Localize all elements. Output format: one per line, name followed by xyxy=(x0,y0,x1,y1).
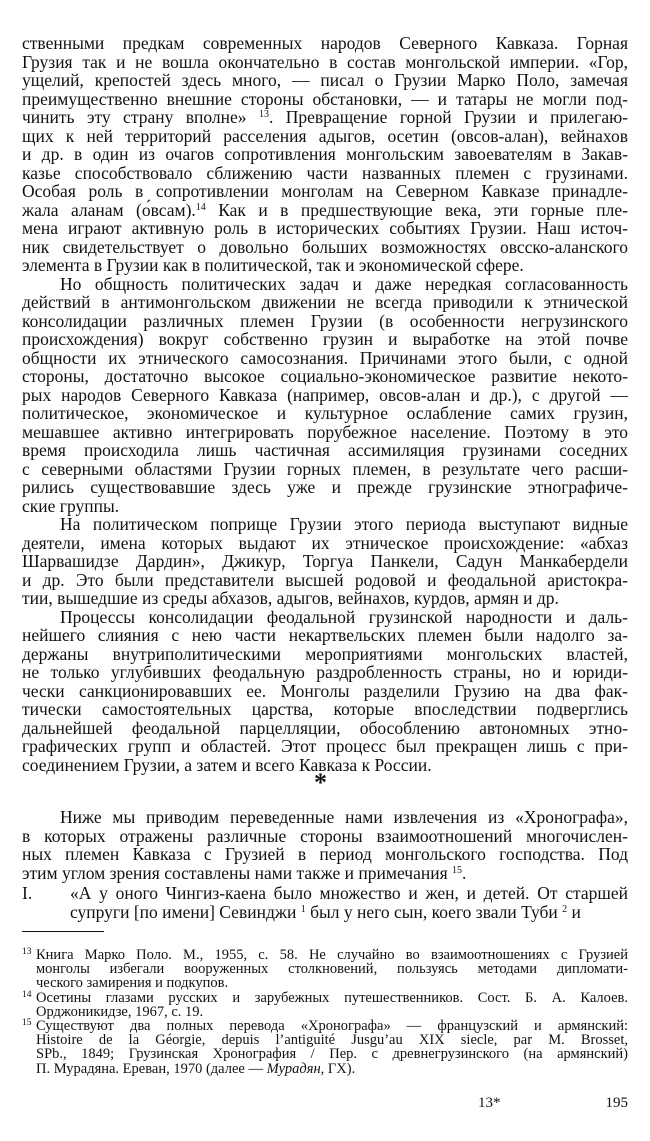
footnote-number: 13 xyxy=(22,947,32,957)
text-line: казье способствовало сближению части названных племен с грузинами. xyxy=(22,162,628,183)
text-segment: , ГХ). xyxy=(320,1060,356,1077)
main-text xyxy=(22,34,628,774)
text-line: Орджоникидзе, 1967, с. 19. xyxy=(36,1003,204,1020)
item-number: I. xyxy=(22,883,33,903)
text-line: стороны, достаточно высокое социально-экономическое развитие некото- xyxy=(22,366,628,386)
text-line: рились существовавшие здесь уже и прежде грузинские этнографиче- xyxy=(22,477,628,497)
text-segment: этим углом зрения составлены нами также и примечания xyxy=(22,862,453,883)
text-line: мена играют активную роль в исторических событиях Грузии. Наш источ- xyxy=(22,218,628,238)
text-line: ных племен Кавказа с Грузией в период монгольского господства. Под xyxy=(22,844,628,864)
text-line: деятели, имена которых выдают их этническое происхождение: «абхаз xyxy=(22,532,628,553)
footnote-reference: 1 xyxy=(300,903,306,915)
text-line: общности их этнического самосознания. Причинами этого были, с одной xyxy=(22,347,628,368)
text-line: дальнейшей феодальной парцелляции, обособлению автономных этно- xyxy=(22,717,628,738)
text-line: Книга Марко Поло. М., 1955, с. 58. Не случайно во взаимоотношениях с Грузией xyxy=(36,947,628,963)
text-line: тически самостоятельных царства, которые впоследствии подверглись xyxy=(22,699,628,719)
paragraph xyxy=(22,34,628,275)
text-line xyxy=(70,903,628,922)
paragraph xyxy=(22,275,628,516)
footnote-reference: 2 xyxy=(562,903,568,915)
intro-paragraph xyxy=(22,808,628,882)
text-segment: супруги [по имени] Севинджи xyxy=(70,901,301,922)
text-line: ущелий, крепостей здесь много, — писал о Грузии Марко Поло, замечая xyxy=(22,70,628,90)
text-segment: чинить эту страну вполне» xyxy=(22,107,259,127)
text-line: Ниже мы приводим переведенные нами извлечения из «Хронографа», xyxy=(60,807,628,827)
footnote-text xyxy=(36,991,628,1019)
signature-mark: 13* xyxy=(478,1095,501,1111)
text-line: действий в антимонгольском движении не всегда приводили к этнической xyxy=(22,292,628,312)
text-line: тии, вышедшие из среды абхазов, адыгов, вейнахов, курдов, армян и др. xyxy=(22,588,559,608)
text-line: На политическом поприще Грузии этого периода выступают видные xyxy=(60,514,628,534)
text-line: Грузия так и не вошла окончательно в состав монгольской империи. «Гор, xyxy=(22,51,628,72)
section-separator: * xyxy=(314,768,327,797)
footnote xyxy=(22,948,628,991)
italic-text: Мурадян xyxy=(266,1060,321,1077)
text-line: с северными областями Грузии горных племен, в результате чего расши- xyxy=(22,458,628,479)
text-line: ские группы. xyxy=(22,495,120,516)
text-line: графических групп и областей. Этот процесс был прекращен лишь с при- xyxy=(22,736,628,756)
text-line: ник свидетельствует о довольно больших возможностях овсско-аланского xyxy=(22,236,628,257)
text-line: Особая роль в сопротивлении монголам на Северном Кавказе принадле- xyxy=(22,181,628,201)
text-line: SPb., 1849; Грузинская Хронография / Пер. с древнегрузинского (на армянский) xyxy=(36,1046,628,1063)
text-segment: и xyxy=(567,901,581,922)
text-line: Histoire de la Géorgie, depuis l’antiguité Jusgu’au XIX siecle, par M. Brosset, xyxy=(36,1032,628,1049)
paragraph xyxy=(22,608,628,775)
text-segment: жала аланам (о́всам). xyxy=(22,199,196,220)
text-line: происхождения) вокруг собственно грузин и выработке на этой почве xyxy=(22,329,628,349)
footnote xyxy=(22,991,628,1019)
footnote-number: 15 xyxy=(22,1018,32,1028)
text-line: мешавшее активно интегрировать порубежное население. Поэтому в это xyxy=(22,421,628,442)
footnote-text xyxy=(36,1019,628,1076)
text-segment: . Превращение горной Грузии и прилегаю- xyxy=(268,107,628,127)
text-line: Существуют два полных перевода «Хронографа» — французский и армянский: xyxy=(36,1018,628,1034)
text-line: Но общность политических задач и даже нередкая согласованность xyxy=(60,273,628,294)
text-line xyxy=(36,1062,628,1076)
text-line: Осетины глазами русских и зарубежных путешественников. Сост. Б. А. Калоев. xyxy=(36,989,628,1006)
text-line: и др. в один из очагов сопротивления монгольским завоевателям в Закав- xyxy=(22,144,628,164)
page-number: 195 xyxy=(605,1095,628,1111)
text-line: Шарвашидзе Дардин», Джикур, Торгуа Панкели, Садун Манкабердели xyxy=(22,551,628,571)
paragraph xyxy=(22,515,628,608)
footnote xyxy=(22,1019,628,1076)
text-line: монголы избегали вооруженных столкновений, пользуясь методами дипломати- xyxy=(36,961,628,978)
text-line: «А у оного Чингиз-каена было множество и жен, и детей. От старшей xyxy=(70,883,628,903)
text-line: ческого замирения и подкупов. xyxy=(36,975,229,992)
text-line: элемента в Грузии как в политической, так и экономической сфере. xyxy=(22,255,524,275)
text-line: время происходила лишь частичная ассимиляция грузинами соседних xyxy=(22,440,628,460)
text-segment: Как и в предшествующие века, эти горные пле- xyxy=(205,199,628,220)
text-line: консолидации различных племен Грузии (в особенности негрузинского xyxy=(22,310,628,331)
text-line: не только углубивших феодальную раздробленность страны, но и юриди- xyxy=(22,662,628,682)
text-line: и др. Это были представители высшей родовой и феодальной аристокра- xyxy=(22,569,628,590)
footnote-divider xyxy=(22,931,104,932)
text-line: рых народов Северного Кавказа (например, овсов-алан и др.), с другой — xyxy=(22,384,628,405)
text-line: держаны внутриполитическими мероприятиями монгольских властей, xyxy=(22,643,628,664)
text-segment: . xyxy=(462,862,467,883)
text-segment: П. Мурадяна. Ереван, 1970 (далее — xyxy=(36,1060,267,1077)
footnote-reference: 14 xyxy=(195,201,206,213)
footnote-number: 14 xyxy=(22,989,32,1000)
text-line: преимущественно внешние стороны обстановки, — и татары не могли под- xyxy=(22,88,628,109)
text-line: политическое, экономическое и культурное ослабление самих грузин, xyxy=(22,403,628,423)
text-line xyxy=(22,108,628,127)
text-line: соединением Грузии, а затем и всего Кавказа к России. xyxy=(22,754,432,775)
text-line xyxy=(22,864,628,883)
text-line: щих к ней территорий расселения адыгов, осетин (овсов-алан), вейнахов xyxy=(22,125,628,146)
text-line xyxy=(22,201,628,220)
text-line: Процессы консолидации феодальной грузинской народности и даль- xyxy=(60,606,628,627)
text-segment: был у него сын, коего звали Туби xyxy=(305,901,563,922)
footnote-reference: 13 xyxy=(258,109,269,120)
quoted-item-text xyxy=(70,884,628,921)
text-line: ственными предкам современных народов Северного Кавказа. Горная xyxy=(22,33,628,53)
footnote-text xyxy=(36,948,628,991)
text-line: в которых отражены различные стороны взаимоотношений многочислен- xyxy=(22,825,628,846)
text-line: чески санкционировавших ее. Монголы разделили Грузию на два фак- xyxy=(22,680,628,701)
footnote-reference: 15 xyxy=(452,864,463,876)
text-line: нейшего слияния с нею части некартвельских племен были надолго за- xyxy=(22,625,628,645)
